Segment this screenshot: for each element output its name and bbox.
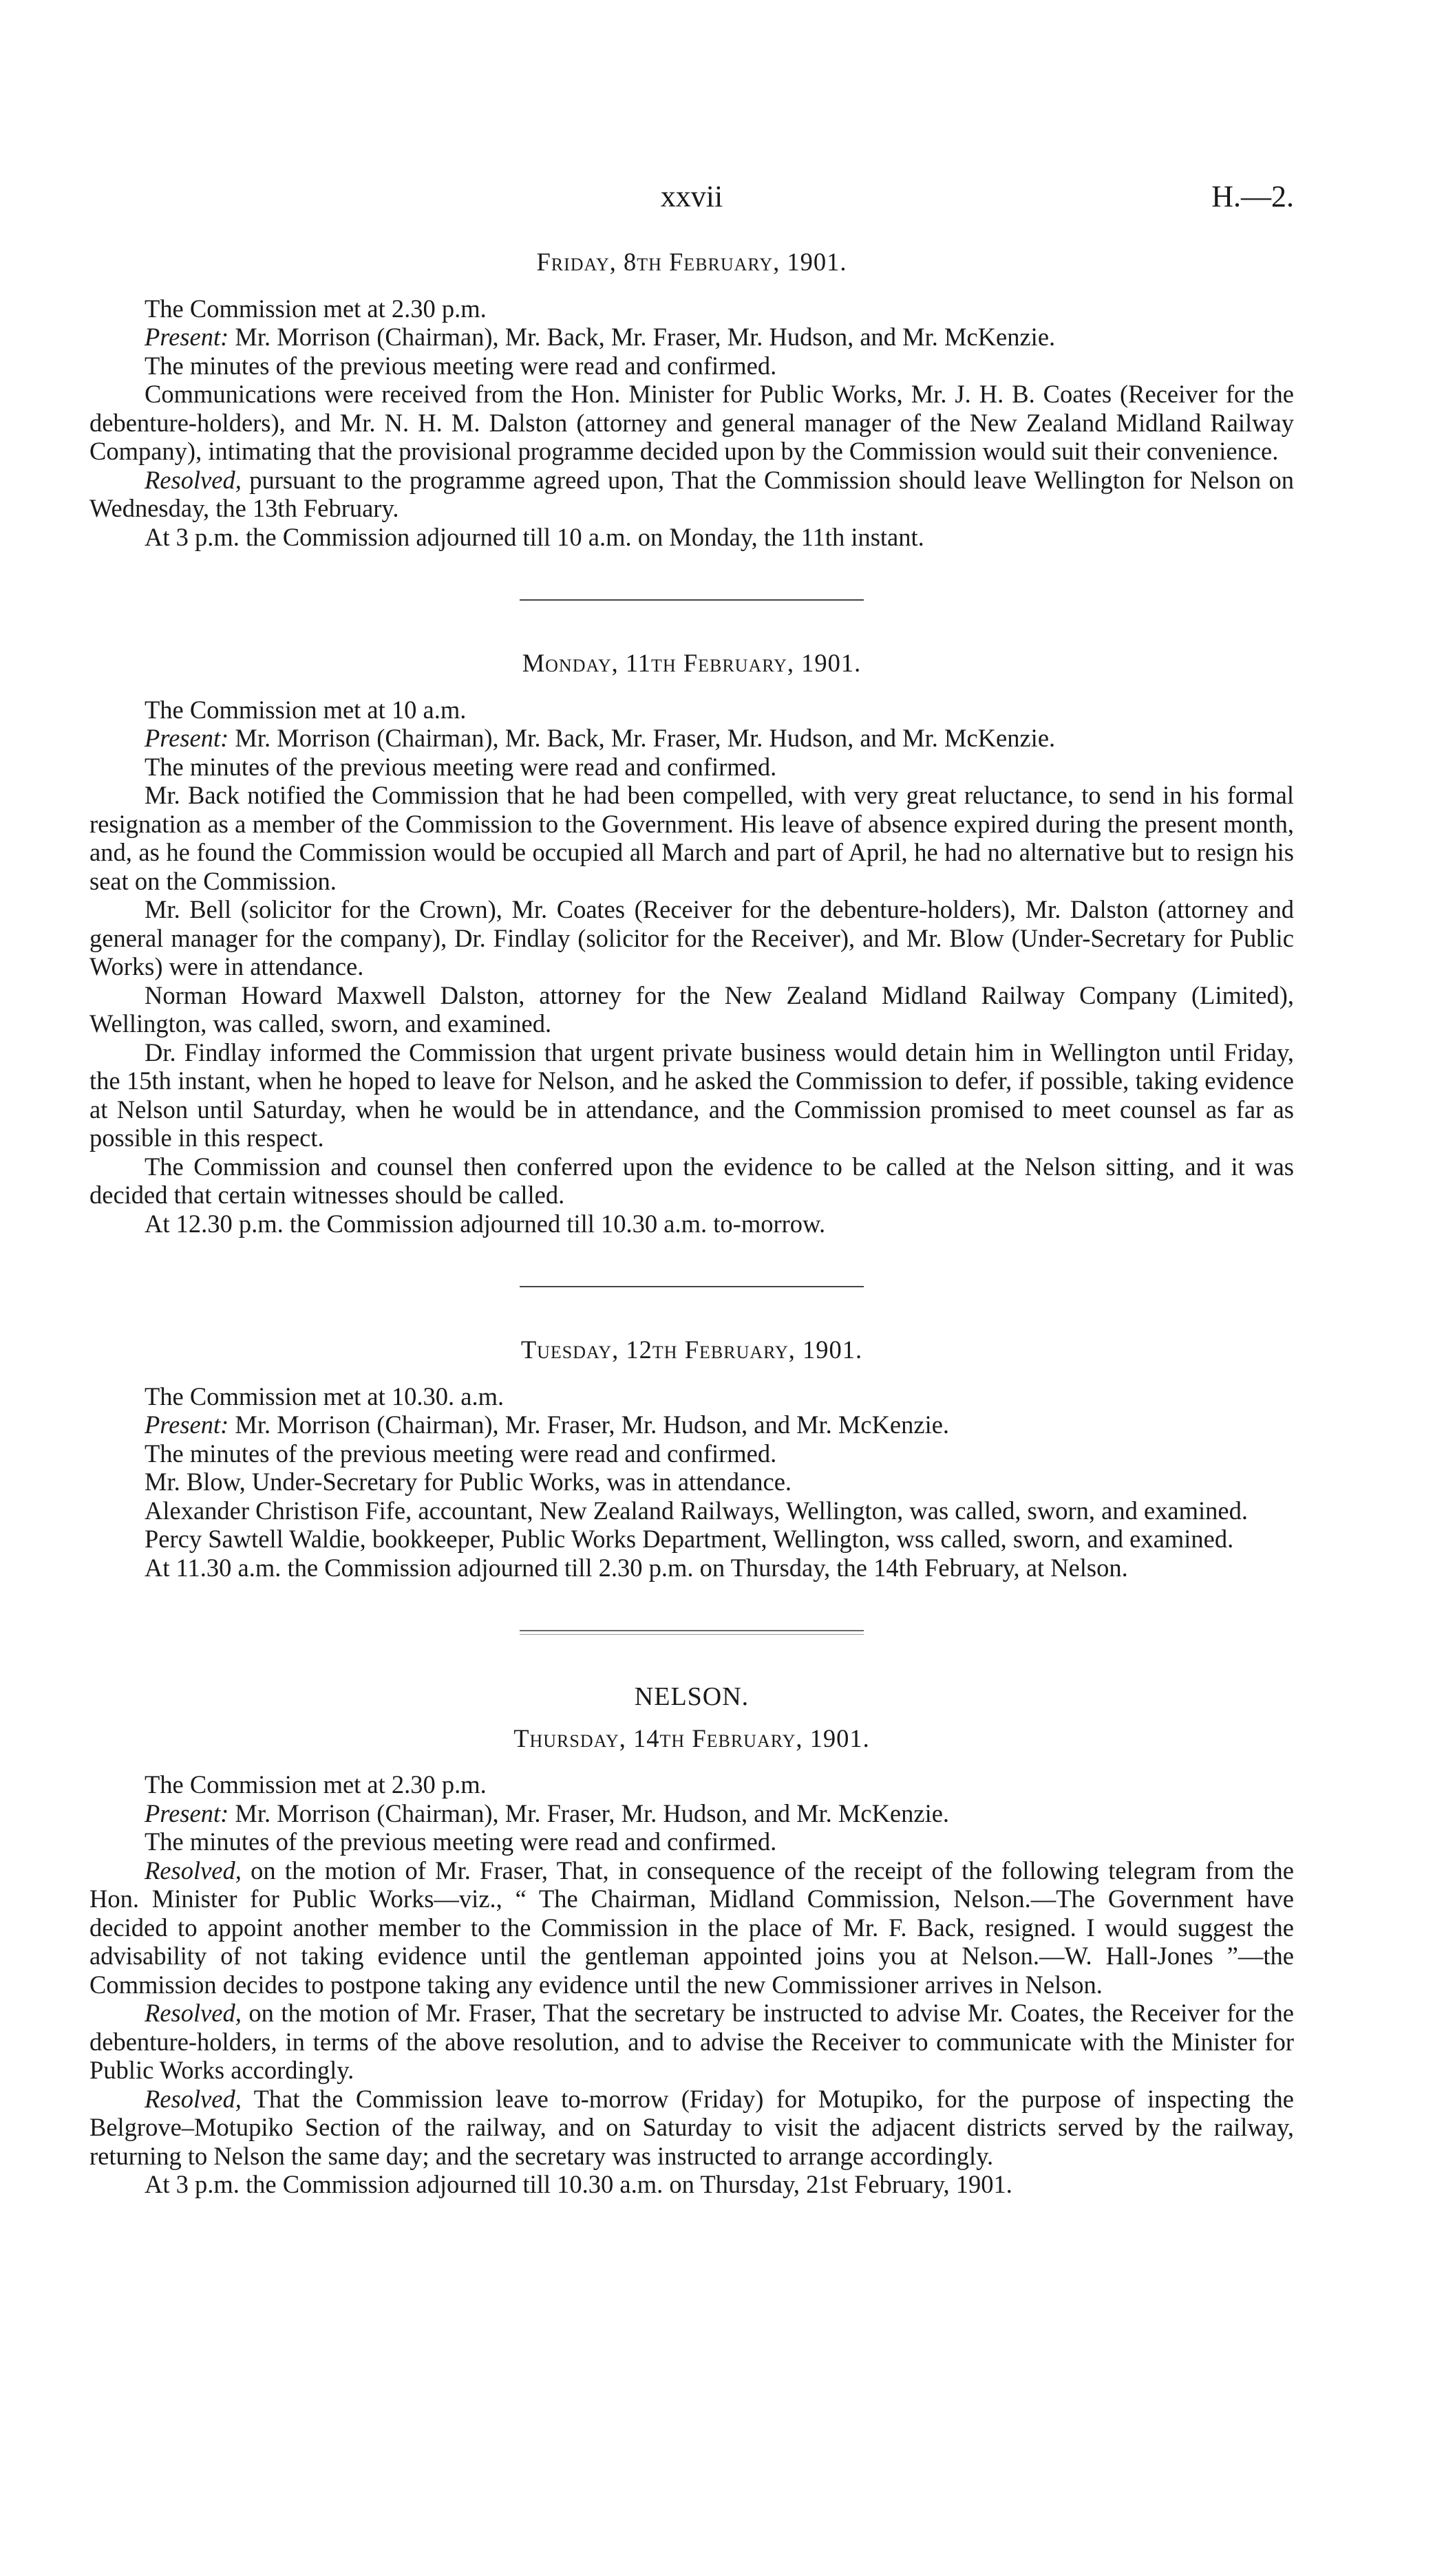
minutes-paragraph: Communications were received from the Hon. Minister for Public Works, Mr. J. H. B. Coates (Receiver for the debenture-holders), and Mr. N. H. M. Dalston (attorney and general manager of the New Zealand Midland Railway Company), intimating that the provisional programme decided upon by the Commission would suit their convenience. <box>89 380 1294 465</box>
minutes-paragraph: Alexander Christison Fife, accountant, New Zealand Railways, Wellington, was called, sworn, and examined. <box>145 1496 1248 1525</box>
minutes-paragraph: The Commission met at 2.30 p.m. <box>145 1770 487 1799</box>
section-divider <box>520 1630 864 1635</box>
minutes-paragraph: Mr. Back notified the Commission that he had been compelled, with very great reluctance, to send in his formal resignation as a member of the Commission to the Government. His leave of absence expired during the present month, and, as he found the Commission would be occupied all March and part of April, he had no alternative but to resign his seat on the Commission. <box>89 781 1294 895</box>
minutes-paragraph: The Commission and counsel then conferred upon the evidence to be called at the Nelson sitting, and it was decided that certain witnesses should be called. <box>89 1152 1294 1209</box>
section-divider <box>520 599 864 601</box>
minutes-paragraph: Present: Mr. Morrison (Chairman), Mr. Back, Mr. Fraser, Mr. Hudson, and Mr. McKenzie. <box>145 724 1056 752</box>
document-reference: H.—2. <box>1211 180 1294 213</box>
minutes-paragraph: The minutes of the previous meeting were read and confirmed. <box>145 351 777 380</box>
location-heading: NELSON. <box>634 1682 750 1711</box>
meeting-date-heading: Tuesday, 12th February, 1901. <box>520 1335 863 1364</box>
page-header <box>89 179 1294 227</box>
minutes-paragraph: At 12.30 p.m. the Commission adjourned till 10.30 a.m. to-morrow. <box>145 1209 826 1238</box>
minutes-paragraph: Resolved, That the Commission leave to-morrow (Friday) for Motupiko, for the purpose of inspecting the Belgrove–Motupiko Section of the railway, and on Saturday to visit the adjacent districts served by the railway, returning to Nelson the same day; and the secretary was instructed to arrange accordingly. <box>89 2084 1294 2170</box>
minutes-paragraph: Mr. Blow, Under-Secretary for Public Works, was in attendance. <box>145 1468 792 1496</box>
minutes-paragraph: At 11.30 a.m. the Commission adjourned till 2.30 p.m. on Thursday, the 14th February, at Nelson. <box>145 1553 1128 1582</box>
minutes-paragraph: Dr. Findlay informed the Commission that urgent private business would detain him in Wellington until Friday, the 15th instant, when he hoped to leave for Nelson, and he asked the Commission to defer, if possible, taking evidence at Nelson until Saturday, when he would be in attendance, and the Commission promised to meet counsel as far as possible in this respect. <box>89 1038 1294 1152</box>
minutes-paragraph: Present: Mr. Morrison (Chairman), Mr. Back, Mr. Fraser, Mr. Hudson, and Mr. McKenzie. <box>145 323 1056 351</box>
minutes-paragraph: The minutes of the previous meeting were read and confirmed. <box>145 1827 777 1856</box>
minutes-paragraph: The minutes of the previous meeting were read and confirmed. <box>145 752 777 781</box>
meeting-date-heading: Friday, 8th February, 1901. <box>536 248 847 276</box>
page-number: xxvii <box>660 180 723 213</box>
minutes-paragraph: At 3 p.m. the Commission adjourned till 10 a.m. on Monday, the 11th instant. <box>145 522 924 551</box>
meeting-section <box>89 1335 1294 1582</box>
meeting-section <box>89 248 1294 551</box>
minutes-paragraph: Percy Sawtell Waldie, bookkeeper, Public Works Department, Wellington, wss called, sworn, and examined. <box>145 1525 1234 1553</box>
minutes-paragraph: Resolved, pursuant to the programme agreed upon, That the Commission should leave Wellington for Nelson on Wednesday, the 13th February. <box>89 465 1294 522</box>
section-divider <box>520 1286 864 1287</box>
minutes-paragraph: Present: Mr. Morrison (Chairman), Mr. Fraser, Mr. Hudson, and Mr. McKenzie. <box>145 1799 950 1827</box>
minutes-paragraph: The Commission met at 10.30. a.m. <box>145 1382 505 1410</box>
meeting-date-heading: Monday, 11th February, 1901. <box>522 649 862 677</box>
minutes-paragraph: Mr. Bell (solicitor for the Crown), Mr. Coates (Receiver for the debenture-holders), Mr. Dalston (attorney and general manager for the company), Dr. Findlay (solicitor for the Receiver), and Mr. Blow (Under-Secretary for Public Works) were in attendance. <box>89 895 1294 980</box>
minutes-paragraph: The Commission met at 2.30 p.m. <box>145 294 487 323</box>
minutes-paragraph: The Commission met at 10 a.m. <box>145 695 467 724</box>
meeting-date-heading: Thursday, 14th February, 1901. <box>513 1724 870 1752</box>
minutes-paragraph: Norman Howard Maxwell Dalston, attorney for the New Zealand Midland Railway Company (Limited), Wellington, was called, sworn, and examined. <box>89 980 1294 1038</box>
minutes-paragraph: The minutes of the previous meeting were read and confirmed. <box>145 1439 777 1468</box>
meeting-section <box>89 1683 1294 2199</box>
meeting-section <box>89 649 1294 1238</box>
minutes-paragraph: Present: Mr. Morrison (Chairman), Mr. Fraser, Mr. Hudson, and Mr. McKenzie. <box>145 1410 950 1439</box>
minutes-paragraph: At 3 p.m. the Commission adjourned till 10.30 a.m. on Thursday, 21st February, 1901. <box>145 2170 1012 2198</box>
minutes-paragraph: Resolved, on the motion of Mr. Fraser, That, in consequence of the receipt of the following telegram from the Hon. Minister for Public Works—viz., “ The Chairman, Midland Commission, Nelson.—The Government have decided to appoint another member to the Commission in the place of Mr. F. Back, resigned. I would suggest the advisability of not taking evidence until the gentleman appointed joins you at Nelson.—W. Hall-Jones ”—the Commission decides to postpone taking any evidence until the new Commissioner arrives in Nelson. <box>89 1856 1294 1999</box>
minutes-paragraph: Resolved, on the motion of Mr. Fraser, That the secretary be instructed to advise Mr. Coates, the Receiver for the debenture-holders, in terms of the above resolution, and to advise the Receiver to communicate with the Minister for Public Works accordingly. <box>89 1999 1294 2084</box>
minutes-column <box>89 248 1294 2199</box>
